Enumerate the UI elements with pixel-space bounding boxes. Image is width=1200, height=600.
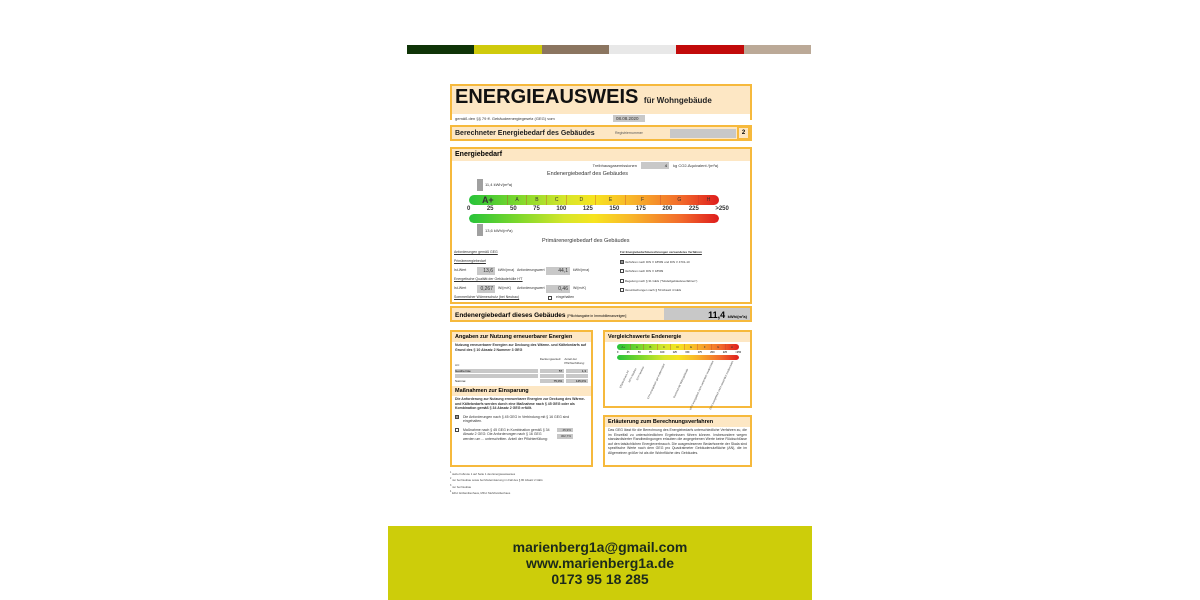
class-label: G <box>712 344 726 350</box>
measure-text: Die Anforderungen nach § 45 GEG in Verbindung mit § 16 GEG sind eingehalten. <box>462 414 570 423</box>
class-label: D <box>567 195 596 205</box>
comparison-label: MFH Neubau <box>628 367 638 384</box>
color-swatch <box>407 45 474 54</box>
final-energy-row <box>450 306 752 322</box>
measure-option-1 <box>452 414 591 425</box>
comparison-label: EFH Neubau <box>635 366 646 381</box>
contact-website[interactable]: www.marienberg1a.de <box>525 555 675 571</box>
anf-primary-value: 44,1 <box>546 267 570 275</box>
requirements-title: Anforderungen gemäß GEG <box>454 250 498 254</box>
measure-text: Maßnahme nach § 45 GEG in Kombination gemäß § 34 Absatz 2 GEG: Die Anforderungen nach § 16 GEG werden um ... unterschritten. Anteil der Pflichterfüllung: <box>463 427 550 441</box>
anf-label: Anforderungswert <box>517 268 545 272</box>
class-label: A <box>508 195 528 205</box>
color-swatch <box>542 45 609 54</box>
date-field: 08.08.2020 <box>613 115 645 122</box>
tick: 200 <box>662 206 673 212</box>
registration-field <box>670 129 736 138</box>
procedure-checkbox[interactable] <box>620 279 624 283</box>
anf-ht-value: 0,46 <box>546 285 570 293</box>
page-number: 2 <box>737 126 750 140</box>
class-label: E <box>685 344 699 350</box>
brand-color-bar <box>407 45 811 54</box>
ghg-row <box>567 162 718 169</box>
explanation-text: Das GEG lässt für die Berechnung des Energiebedarfs unterschiedliche Verfahren zu, die im Einzelfall zu unterschiedlichen Ergebnissen führen können. Insbesondere wegen standardisierter Randbedingungen erlauben die angegebenen Werte keine Rückschlüsse auf den tatsächlichen Energieverbrauch. Die ausgewiesenen Bedarfswerte der Skala sind spezifische Werte nach dem GEG pro Quadratmeter Gebäudenutzfläche (AN), die im Allgemeinen größer ist als die Wohnfläche des Gebäudes. <box>608 428 747 455</box>
primary-energy-scale <box>469 214 719 223</box>
requirements-block <box>454 248 599 302</box>
fulfil-cell: 1,3 <box>566 369 588 373</box>
color-swatch <box>676 45 743 54</box>
color-swatch <box>609 45 676 54</box>
class-label: B <box>527 195 547 205</box>
procedure-label: Vereinfachungen nach § 50 Absatz 4 GEG <box>624 288 682 292</box>
procedure-checkbox[interactable] <box>620 260 624 264</box>
renewable-row <box>452 369 591 373</box>
renewable-table-header <box>452 355 591 369</box>
procedure-label: Regelung nach § 31 GEG ("Modellgebäudeverfahren") <box>624 278 698 283</box>
comparison-label: Durchschnitt Wohngebäude <box>672 368 690 399</box>
tick: 25 <box>486 206 494 212</box>
procedure-label: Verfahren nach DIN V 18599 und DIN V 4701-10 <box>624 259 690 264</box>
measure-pct: 302,7% <box>557 434 573 439</box>
contact-banner <box>388 526 812 600</box>
comparison-label: EFH energetisch nicht wesentlich modernisiert <box>709 360 735 411</box>
final-note: [Pflichtangabe in Immobilienanzeigen] <box>567 314 627 318</box>
measure-pct: 45,9% <box>557 428 573 433</box>
registration-label: Registriernummer <box>615 131 643 135</box>
ist-primary-value: 13,6 <box>477 267 495 275</box>
tick: 75 <box>533 206 540 212</box>
class-label: E <box>596 195 625 205</box>
ist-label: Ist-Wert <box>454 268 467 272</box>
comparison-section <box>603 330 752 411</box>
footnote: EFH: Einfamilienhaus, MFH: Mehrfamilienhaus <box>452 491 511 496</box>
certificate-title <box>452 86 750 112</box>
transmission-label: Energetische Qualität der Gebäudehülle H'T <box>454 277 523 281</box>
procedure-item <box>620 286 750 296</box>
summer-checkbox[interactable] <box>548 296 552 300</box>
ist-ht-value: 0,267 <box>477 285 495 293</box>
footnotes: $^1$ siehe Fußnote 1 auf Seite 1 des Energieausweises $^2$ nur bei Neubau sowie bei Modernisierung im Fall des § 80 Absatz 2 GEG $^3$ nur bei Neubau $^4$ EFH: Einfamilienhaus, MFH: Mehrfamilienhaus <box>450 471 543 496</box>
class-label: B <box>644 344 658 350</box>
energy-demand-section <box>450 147 752 304</box>
section-title: Energiebedarf <box>452 149 750 161</box>
class-label: G <box>661 195 700 205</box>
class-label: F <box>698 344 712 350</box>
energy-scale <box>469 195 719 205</box>
measures-title: Maßnahmen zur Einsparung <box>452 386 591 396</box>
sum-label: Summe: <box>455 379 467 383</box>
final-value: 11,4 <box>708 310 726 320</box>
procedure-label: Verfahren nach DIN V 18599 <box>624 269 664 273</box>
end-energy-title: Endenergiebedarf des Gebäudes <box>547 171 629 177</box>
ghg-label: Treibhausgasemissionen <box>592 163 637 168</box>
tick: 50 <box>510 206 517 212</box>
class-label: H <box>726 344 740 350</box>
procedures-title: Für Energiebedarfsberechnungen verwendetes Verfahren <box>620 250 702 254</box>
final-value-box <box>664 308 750 320</box>
art-cell: Geothermie <box>455 369 538 373</box>
comparison-labels <box>611 360 751 411</box>
calculated-demand-row <box>450 125 752 141</box>
class-label: F <box>626 195 661 205</box>
tick: 175 <box>635 206 646 212</box>
title-subtitle: für Wohngebäude <box>643 96 712 105</box>
class-label: A+ <box>469 195 508 205</box>
class-label: A <box>631 344 645 350</box>
unit: W/(m²K) <box>498 286 512 290</box>
comparison-scale <box>617 344 739 350</box>
class-label: C <box>547 195 567 205</box>
renewable-intro: Nutzung erneuerbarer Energien zur Deckung des Wärme- und Kältebedarfs auf Grund des § 10 Absatz 2 Nummer 3 GEG <box>455 343 587 352</box>
renewable-sum-row <box>452 379 591 383</box>
procedure-checkbox[interactable] <box>620 288 624 292</box>
end-energy-arrow-icon <box>477 179 483 191</box>
primary-energy-marker: 13,6 kWh/(m²a) <box>485 228 513 233</box>
sum-fulfil: 145,0% <box>566 379 588 383</box>
procedure-item <box>620 258 750 268</box>
footnote: siehe Fußnote 1 auf Seite 1 des Energieausweises <box>452 471 516 476</box>
energy-class-bar <box>469 195 719 205</box>
comparison-title: Vergleichswerte Endenergie <box>605 332 750 342</box>
tick: 150 <box>609 206 620 212</box>
sum-share: 75,0% <box>540 379 564 383</box>
comparison-label: Effizienzhaus 40 <box>619 370 630 389</box>
tick: 0 <box>467 206 471 212</box>
col-art: Art: <box>455 363 460 367</box>
procedure-item <box>620 267 750 277</box>
class-label: A+ <box>617 344 631 350</box>
primary-energy-arrow-icon <box>477 224 483 236</box>
class-label: H <box>699 195 719 205</box>
final-label <box>452 308 664 320</box>
class-label: C <box>658 344 672 350</box>
end-energy-marker: 11,4 kWh/(m²a) <box>485 182 513 187</box>
tick: 225 <box>688 206 699 212</box>
calc-label: Berechneter Energiebedarf des Gebäudes <box>455 129 595 137</box>
final-unit: kWh/(m²a) <box>727 314 747 319</box>
col-share: Deckungsanteil: <box>539 357 562 361</box>
measure-checkbox[interactable] <box>455 415 459 419</box>
legal-line <box>452 114 750 123</box>
class-label: D <box>671 344 685 350</box>
certificate-title-box <box>450 84 752 120</box>
renewable-title: Angaben zur Nutzung erneuerbarer Energien <box>452 332 591 342</box>
tick: >250 <box>715 206 729 212</box>
footnote: nur bei Neubau <box>452 484 472 489</box>
ghg-value: 4 <box>641 162 669 169</box>
primary-energy-title: Primärenergiebedarf des Gebäudes <box>542 238 630 244</box>
ghg-unit: kg CO2-Äquivalent /(m²a) <box>673 163 719 168</box>
color-swatch <box>744 45 811 54</box>
unit: kWh/(m²a) <box>498 268 515 272</box>
final-label-text: Endenergiebedarf dieses Gebäudes <box>455 312 566 319</box>
title-text: ENERGIEAUSWEIS <box>455 86 639 108</box>
procedure-checkbox[interactable] <box>620 269 624 273</box>
contact-phone[interactable]: 0173 95 18 285 <box>551 571 649 587</box>
col-fulfil: Anteil der Pflichterfüllung: <box>564 357 585 365</box>
comparison-ticks: 0 25 50 75 100 125 150 175 200 225 >250 <box>617 351 741 354</box>
renewable-section <box>450 330 593 467</box>
legal-text: gemäß den §§ 79 ff. Gebäudeenergiegesetz (GEG) vom <box>455 116 555 121</box>
unit: kWh/(m²a) <box>573 268 590 272</box>
energy-scale-ticks <box>467 206 729 212</box>
measures-intro: Die Anforderung zur Nutzung erneuerbarer Energien zur Deckung des Wärme- und Kältebedarfs werden durch eine Maßnahme nach § 45 GEG oder als Kombination gemäß § 34 Absatz 2 GEG erfüllt. <box>455 397 585 410</box>
measure-option-2 <box>452 427 591 443</box>
tick: 100 <box>556 206 567 212</box>
footnote: nur bei Neubau sowie bei Modernisierung im Fall des § 80 Absatz 2 GEG <box>452 478 543 483</box>
comparison-label: MFH energetisch nicht wesentlich modernisiert <box>689 360 715 411</box>
share-cell: 57 <box>540 369 564 373</box>
procedures-block <box>620 248 750 296</box>
color-swatch <box>474 45 541 54</box>
summer-label: Sommerlicher Wärmeschutz (bei Neubau) <box>454 295 520 299</box>
primary-label: Primärenergiebedarf <box>454 259 486 263</box>
summer-check-label: eingehalten <box>556 295 575 299</box>
unit: W/(m²K) <box>573 286 587 290</box>
measure-checkbox[interactable] <box>455 428 459 432</box>
tick: 125 <box>582 206 593 212</box>
comparison-label: EFH energetisch gut modernisiert <box>646 363 666 400</box>
ist-label: Ist-Wert <box>454 286 467 290</box>
explanation-section <box>603 415 752 467</box>
explanation-title: Erläuterung zum Berechnungsverfahren <box>605 417 750 427</box>
anf-label: Anforderungswert <box>517 286 545 290</box>
procedure-item <box>620 277 750 287</box>
contact-email[interactable]: marienberg1a@gmail.com <box>512 539 688 555</box>
